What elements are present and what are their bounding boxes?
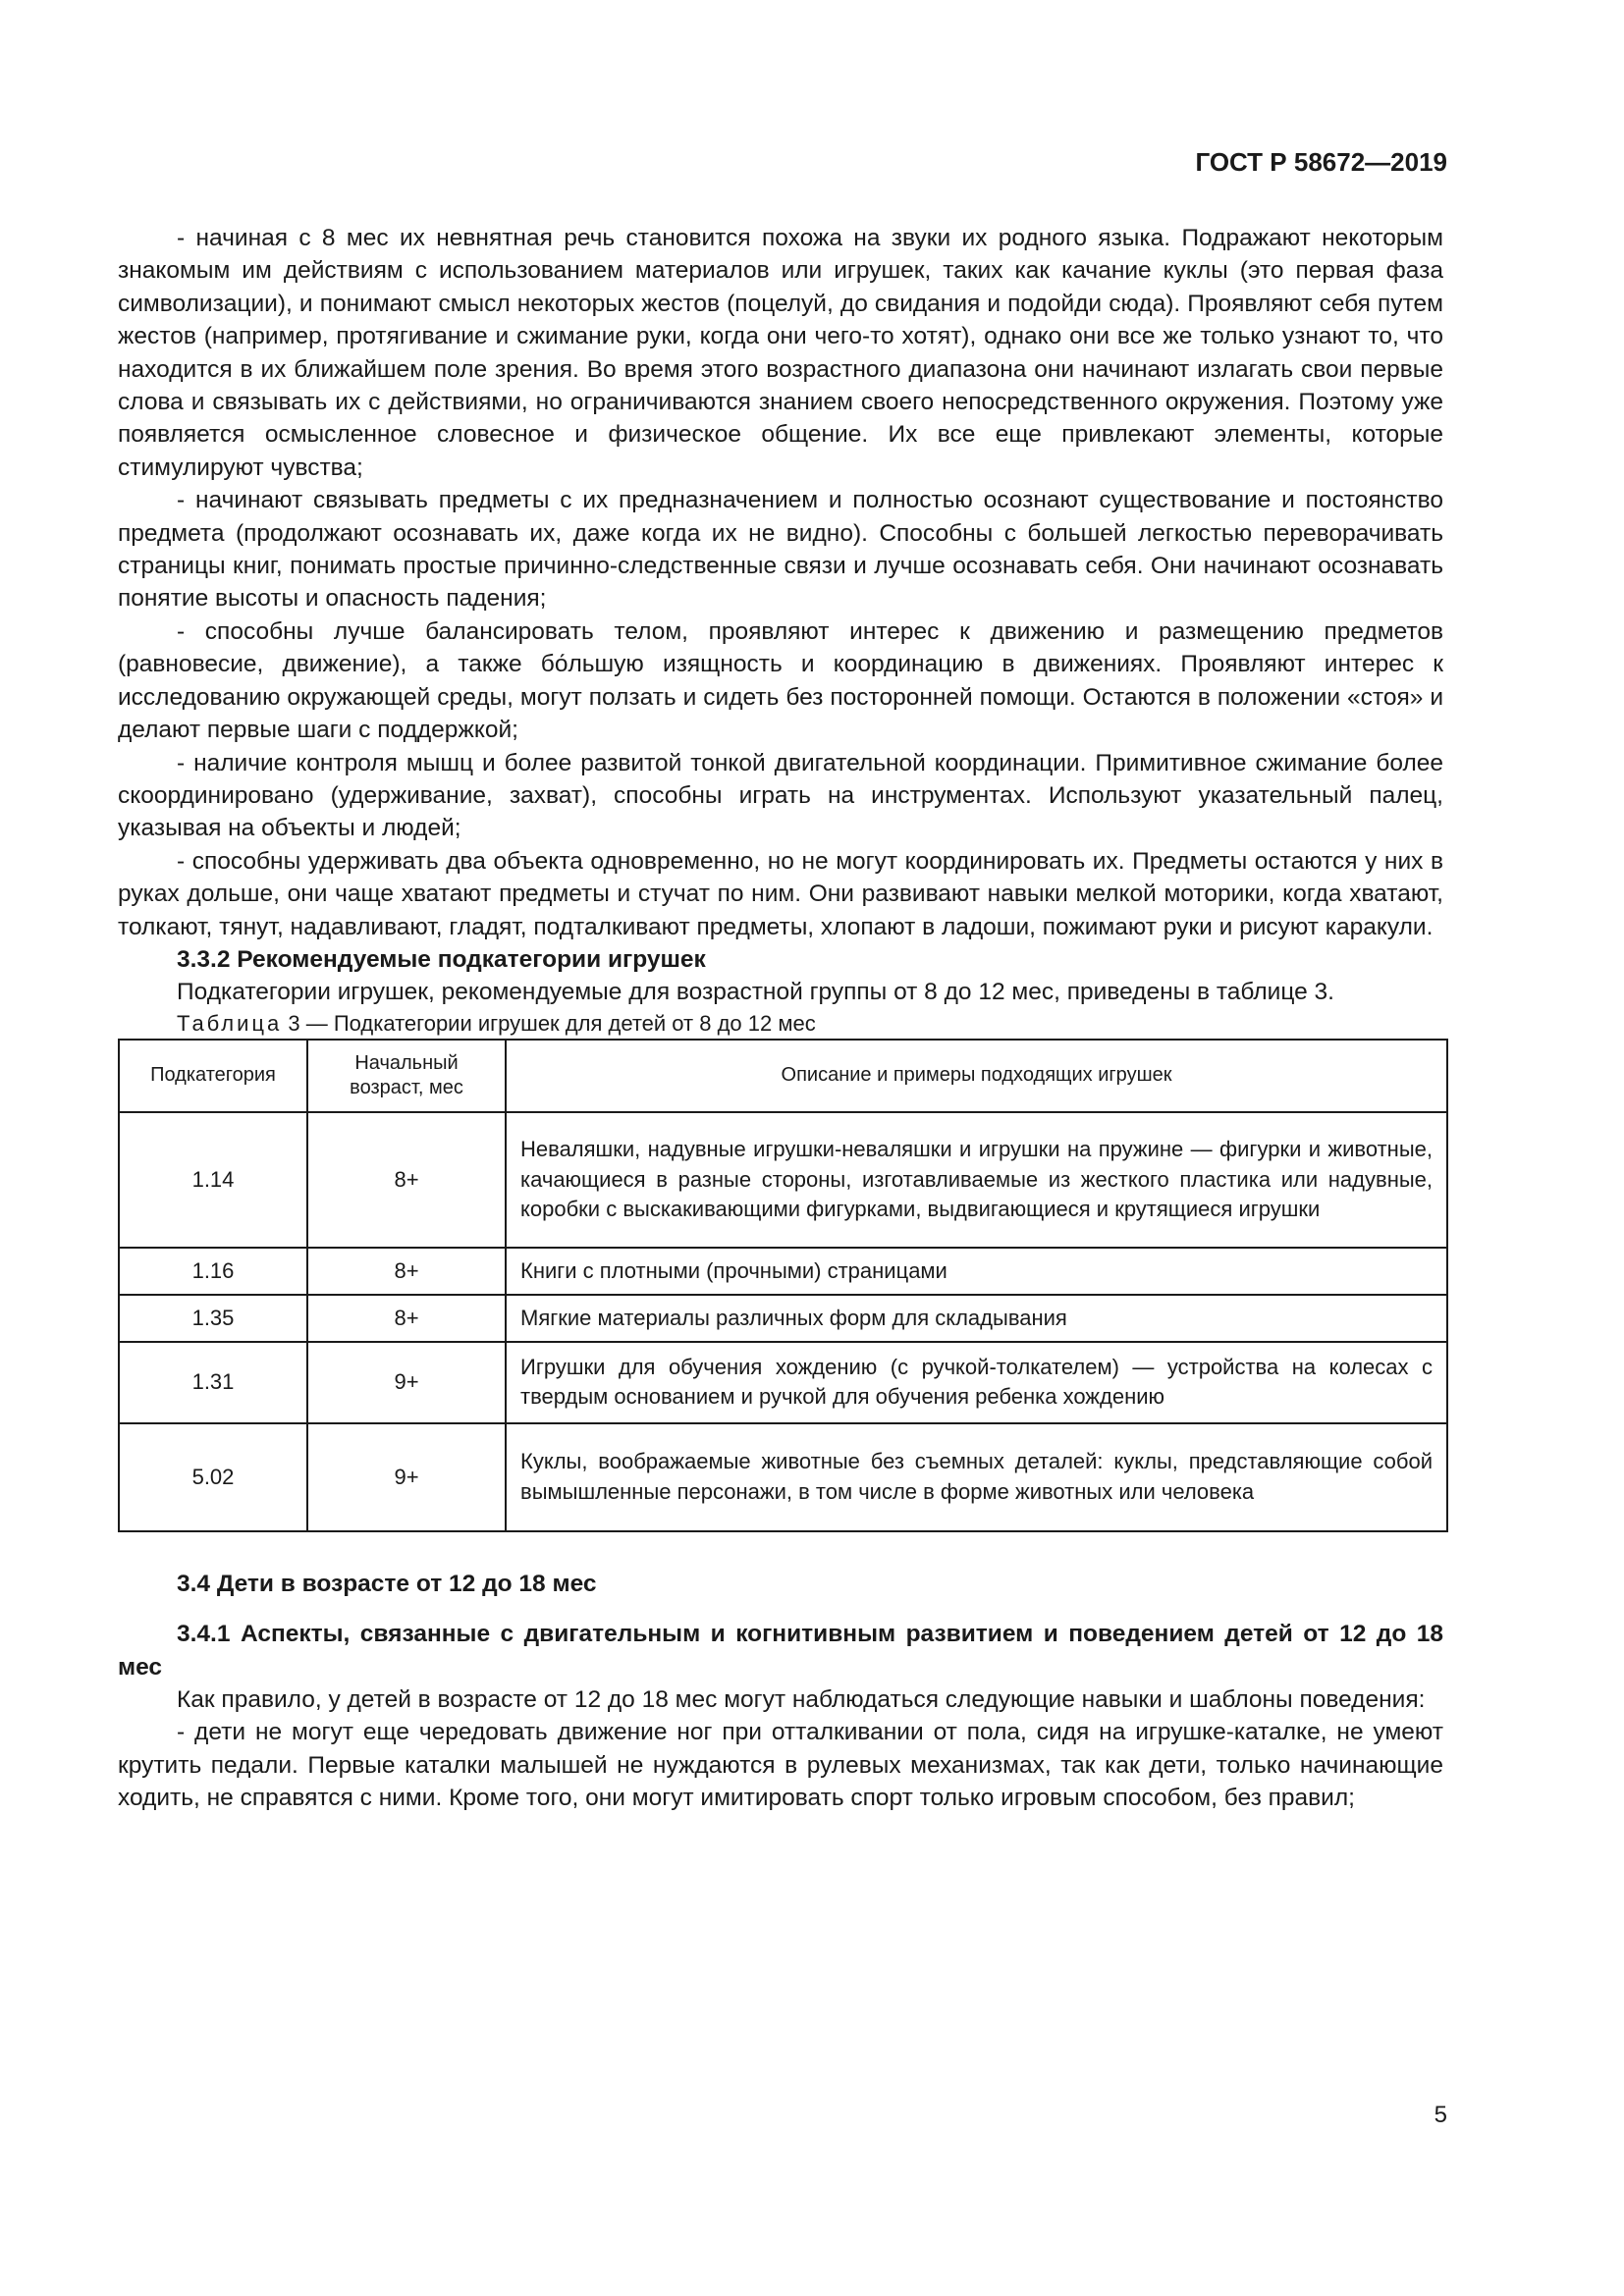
cell-description: Мягкие материалы различных форм для складывания [506, 1295, 1447, 1342]
cell-age: 9+ [307, 1342, 506, 1423]
table-row [119, 1342, 1447, 1423]
cell-age: 8+ [307, 1295, 506, 1342]
header-start-age: Начальный возраст, мес [307, 1040, 506, 1112]
paragraph: - дети не могут еще чередовать движение ног при отталкивании от пола, сидя на игрушке-каталке, не умеют крутить педали. Первые каталки малышей не нуждаются в рулевых механизмах, так как дети, только начинающие ходить, не справятся с ними. Кроме того, они могут имитировать спорт только игровым способом, без правил; [118, 1719, 1443, 1812]
section-heading-3-4: 3.4 Дети в возрасте от 12 до 18 мес [177, 1570, 597, 1597]
cell-age: 9+ [307, 1423, 506, 1531]
table-row [119, 1112, 1447, 1248]
table-row [119, 1295, 1447, 1342]
table-header-row [119, 1040, 1447, 1112]
cell-code: 1.16 [119, 1248, 307, 1295]
cell-age: 8+ [307, 1112, 506, 1248]
cell-code: 5.02 [119, 1423, 307, 1531]
cell-description: Неваляшки, надувные игрушки-неваляшки и игрушки на пружине — фигурки и животные, качающиеся в разные стороны, изготавливаемые из жесткого пластика или надувные, коробки с выскакивающими фигурками, выдвигающиеся и крутящиеся игрушки [506, 1112, 1447, 1248]
page-number: 5 [1434, 2102, 1447, 2128]
section-heading-3-4-1: 3.4.1 Аспекты, связанные с двигательным и когнитивным развитием и поведением детей от 12 до 18 мес [118, 1621, 1443, 1681]
paragraph: - наличие контроля мышц и более развитой тонкой двигательной координации. Примитивное сжимание более скоординировано (удерживание, захват), способны играть на инструментах. Используют указательный палец, указывая на объекты и людей; [118, 749, 1443, 842]
cell-description: Игрушки для обучения хождению (с ручкой-толкателем) — устройства на колесах с твердым основанием и ручкой для обучения ребенка хождению [506, 1342, 1447, 1423]
cell-description: Куклы, воображаемые животные без съемных деталей: куклы, представляющие собой вымышленные персонажи, в том числе в форме животных или человека [506, 1423, 1447, 1531]
table-row [119, 1248, 1447, 1295]
cell-code: 1.14 [119, 1112, 307, 1248]
table-caption-title: 3 — Подкатегории игрушек для детей от 8 до 12 мес [282, 1010, 816, 1036]
paragraph: Как правило, у детей в возрасте от 12 до 18 мес могут наблюдаться следующие навыки и шаблоны поведения: [177, 1685, 1426, 1713]
cell-description: Книги с плотными (прочными) страницами [506, 1248, 1447, 1295]
paragraph: - способны лучше балансировать телом, проявляют интерес к движению и размещению предметов (равновесие, движение), а также бо́льшую изящность и координацию в движениях. Проявляют интерес к исследованию окружающей среды, могут ползать и сидеть без посторонней помощи. Остаются в положении «стоя» и делают первые шаги с поддержкой; [118, 617, 1443, 744]
paragraph: Подкатегории игрушек, рекомендуемые для возрастной группы от 8 до 12 мес, приведены в таблице 3. [177, 979, 1334, 1006]
paragraph: - начинают связывать предметы с их предназначением и полностью осознают существование и постоянство предмета (продолжают осознавать их, даже когда их не видно). Способны с большей легкостью переворачивать страницы книг, понимать простые причинно-следственные связи и лучше осознавать себя. Они начинают осознавать понятие высоты и опасность падения; [118, 487, 1443, 613]
table-caption [118, 1009, 1443, 1039]
subcategory-table [118, 1039, 1448, 1532]
cell-code: 1.31 [119, 1342, 307, 1423]
table-row [119, 1423, 1447, 1531]
cell-code: 1.35 [119, 1295, 307, 1342]
header-description: Описание и примеры подходящих игрушек [506, 1040, 1447, 1112]
paragraph: - способны удерживать два объекта одновременно, но не могут координировать их. Предметы остаются у них в руках дольше, они чаще хватают предметы и стучат по ним. Они развивают навыки мелкой моторики, когда хватают, толкают, тянут, надавливают, гладят, подталкивают предметы, хлопают в ладоши, пожимают руки и рисуют каракули. [118, 847, 1443, 940]
section-heading-3-3-2: 3.3.2 Рекомендуемые подкатегории игрушек [177, 945, 706, 973]
standard-code-header: ГОСТ Р 58672—2019 [1195, 147, 1447, 177]
header-subcategory: Подкатегория [119, 1040, 307, 1112]
table-caption-prefix: Таблица [177, 1010, 283, 1036]
cell-age: 8+ [307, 1248, 506, 1295]
paragraph: - начиная с 8 мес их невнятная речь становится похожа на звуки их родного языка. Подражают некоторым знакомым им действиям с использованием материалов или игрушек, таких как качание куклы (это первая фаза символизации), и понимают смысл некоторых жестов (поцелуй, до свидания и подойди сюда). Проявляют себя путем жестов (например, протягивание и сжимание руки, когда они чего-то хотят), однако они все же только узнают то, что находится в их ближайшем поле зрения. Во время этого возрастного диапазона они начинают излагать свои первые слова и связывать их с действиями, но ограничиваются знанием своего непосредственного окружения. Поэтому уже появляется осмысленное словесное и физическое общение. Их все еще привлекают элементы, которые стимулируют чувства; [118, 225, 1443, 481]
page-content [118, 222, 1443, 1815]
